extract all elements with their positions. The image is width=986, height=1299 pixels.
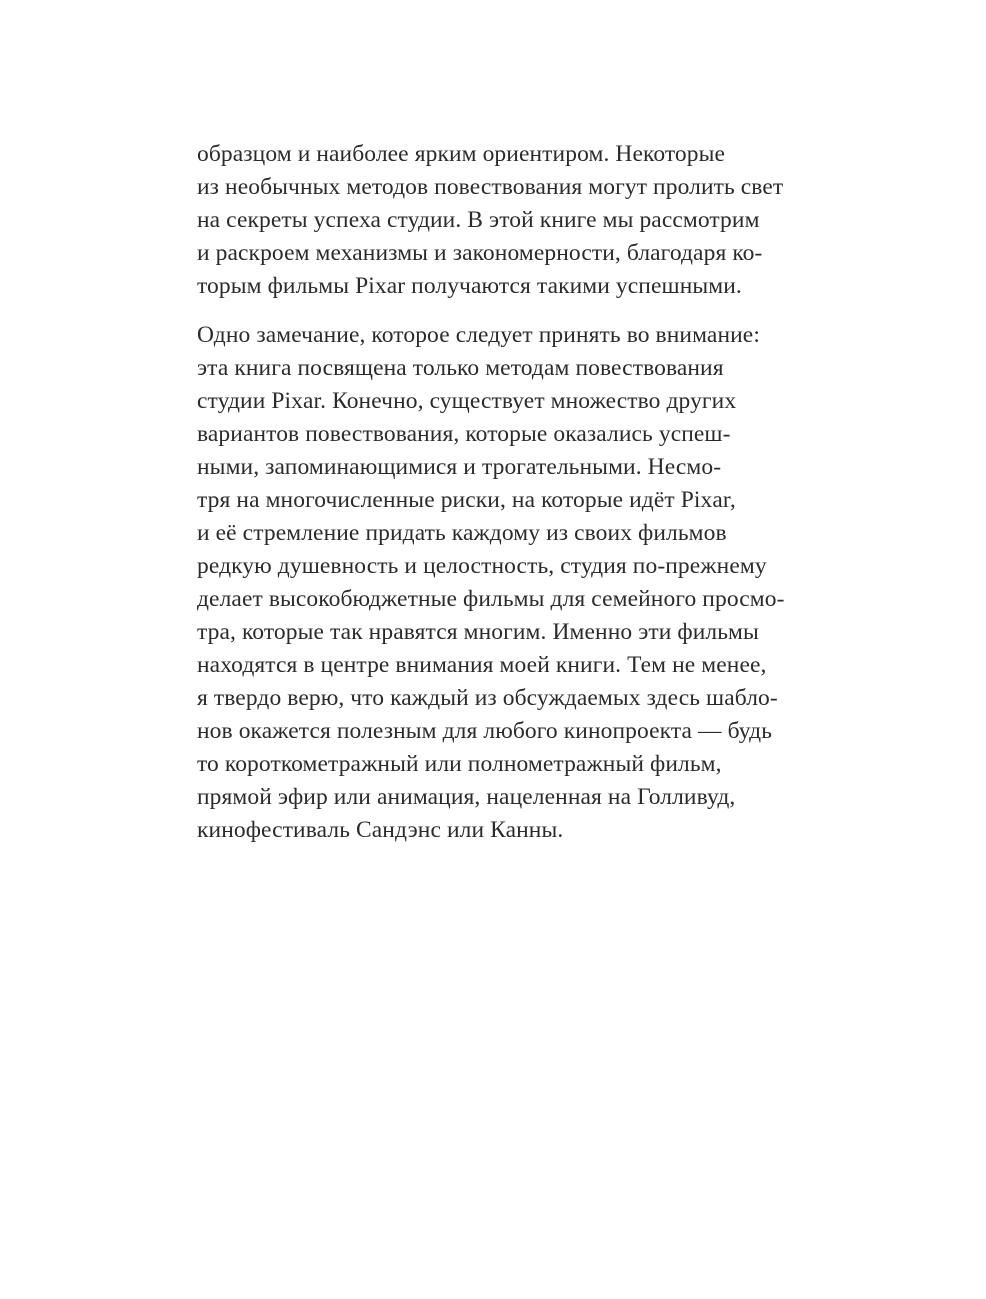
text-line: образцом и наиболее ярким ориентиром. Некоторые bbox=[197, 141, 726, 167]
text-line: я твердо верю, что каждый из обсуждаемых здесь шабло- bbox=[197, 685, 778, 711]
text-line: студии Pixar. Конечно, существует множество других bbox=[197, 388, 737, 414]
text-line: редкую душевность и целостность, студия по-прежнему bbox=[197, 553, 767, 579]
text-line: эта книга посвящена только методам повествования bbox=[197, 355, 724, 381]
text-line: ными, запоминающимися и трогательными. Несмо- bbox=[197, 454, 722, 480]
text-line: делает высокобюджетные фильмы для семейного просмо- bbox=[197, 586, 785, 612]
text-line: Одно замечание, которое следует принять во внимание: bbox=[197, 322, 760, 348]
text-line: кинофестиваль Сандэнс или Канны. bbox=[197, 817, 564, 843]
text-line: торым фильмы Pixar получаются такими успешными. bbox=[197, 273, 742, 299]
text-line: и её стремление придать каждому из своих фильмов bbox=[197, 520, 727, 546]
paragraph bbox=[197, 138, 857, 303]
text-line: из необычных методов повествования могут пролить свет bbox=[197, 174, 784, 200]
paragraph bbox=[197, 319, 857, 847]
text-line: прямой эфир или анимация, нацеленная на Голливуд, bbox=[197, 784, 736, 810]
text-line: находятся в центре внимания моей книги. Тем не менее, bbox=[197, 652, 767, 678]
text-line: и раскроем механизмы и закономерности, благодаря ко- bbox=[197, 240, 763, 266]
text-line: на секреты успеха студии. В этой книге мы рассмотрим bbox=[197, 207, 760, 233]
text-line: тра, которые так нравятся многим. Именно эти фильмы bbox=[197, 619, 759, 645]
text-line: тря на многочисленные риски, на которые идёт Pixar, bbox=[197, 487, 736, 513]
book-page-text bbox=[197, 138, 857, 863]
text-line: то короткометражный или полнометражный фильм, bbox=[197, 751, 722, 777]
text-line: вариантов повествования, которые оказались успеш- bbox=[197, 421, 731, 447]
text-line: нов окажется полезным для любого кинопроекта — будь bbox=[197, 718, 773, 744]
